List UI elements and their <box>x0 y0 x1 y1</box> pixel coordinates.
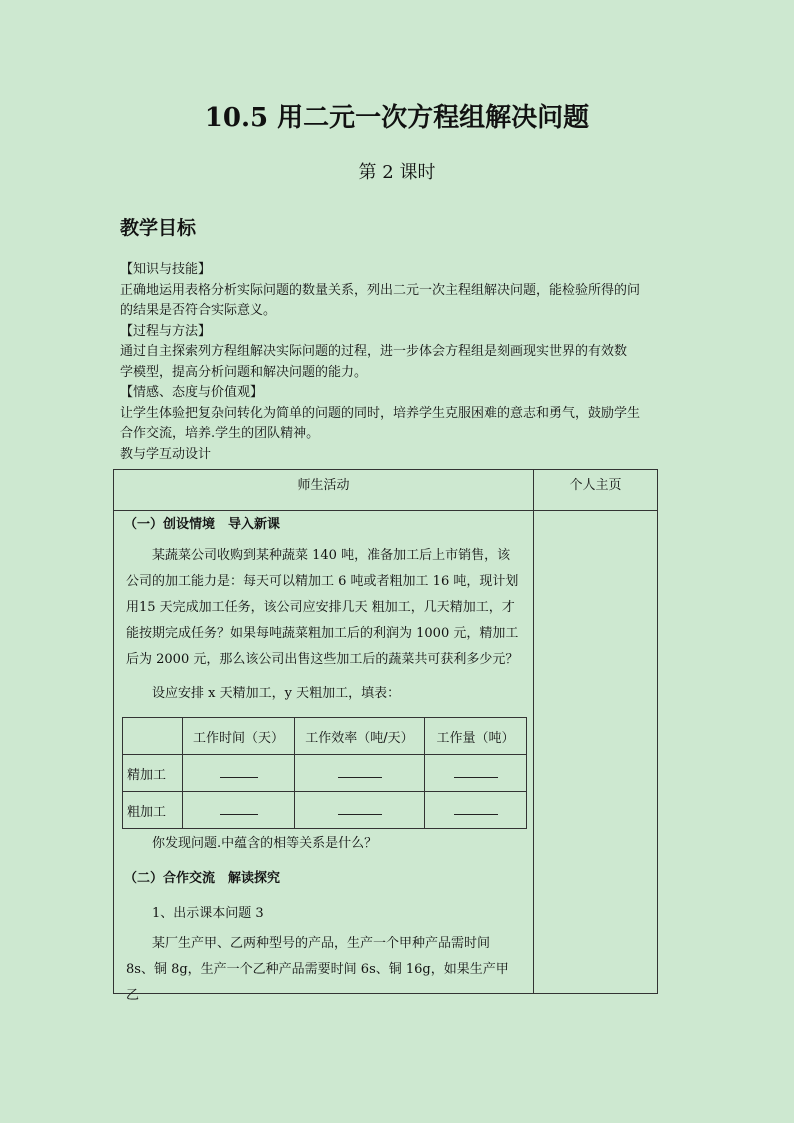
inner-header-cell: 工作时间（天） <box>183 718 295 755</box>
blank-line <box>454 802 498 815</box>
row-label: 粗加工 <box>123 792 183 829</box>
blank-line <box>338 802 382 815</box>
inner-row-fine <box>123 755 527 792</box>
blank-line <box>220 802 258 815</box>
page-title: 10.5 用二元一次方程组解决问题 <box>204 103 590 133</box>
blank-line <box>338 765 382 778</box>
text-line: 的结果是否符合实际意义。 <box>120 303 277 318</box>
text-line: 合作交流，培养.学生的团队精神。 <box>120 426 320 441</box>
problem-line: 能按期完成任务？如果每吨蔬菜粗加工后的利润为 1000 元，精加工 <box>126 626 519 641</box>
setup-text: 设应安排 x 天精加工，y 天粗加工，填表： <box>152 686 401 701</box>
problem-line: 公司的加工能力是：每天可以精加工 6 吨或者粗加工 16 吨，现计划 <box>126 574 519 589</box>
text-line: 正确地运用表格分析实际问题的数量关系，列出二元一次主程组解决问题，能检验所得的问 <box>120 282 641 298</box>
problem-line: 用15 天完成加工任务，该公司应安排几天 粗加工，几天精加工，才 <box>126 600 515 615</box>
text-line: 学模型，提高分析问题和解决问题的能力。 <box>120 364 368 380</box>
question-text: 你发现问题.中蕴含的相等关系是什么？ <box>152 836 378 851</box>
part2-heading: （二）合作交流 解读探究 <box>124 871 281 886</box>
header-personal: 个人主页 <box>534 470 658 511</box>
lesson-table <box>113 469 658 1003</box>
text-line: 通过自主探索列方程组解决实际问题的过程，进一步体会方程组是刻画现实世界的有效数 <box>120 344 628 359</box>
text-line: 教与学互动设计 <box>120 446 212 462</box>
text-line: 【情感、态度与价值观】 <box>120 385 264 400</box>
problem-item: 1、出示课本问题 3 <box>152 906 264 921</box>
activity-cell <box>114 511 534 1003</box>
table-header-row <box>114 470 658 511</box>
inner-header-cell <box>123 718 183 755</box>
problem-line: 某厂生产甲、乙两种型号的产品，生产一个甲种产品需时间 <box>152 936 491 951</box>
lesson-subtitle: 第 2 课时 <box>358 162 436 183</box>
problem-line: 后为 2000 元，那么该公司出售这些加工后的蔬菜共可获利多少元？ <box>126 652 519 667</box>
blank-line <box>220 765 258 778</box>
inner-header-cell: 工作效率（吨/天） <box>295 718 425 755</box>
objectives-text <box>120 260 680 465</box>
blank-line <box>454 765 498 778</box>
section-title: 教学目标 <box>120 217 197 239</box>
problem-line: 某蔬菜公司收购到某种蔬菜 140 吨，准备加工后上市销售，该 <box>152 548 511 563</box>
text-line: 【知识与技能】 <box>120 262 212 277</box>
personal-notes-cell <box>534 511 658 994</box>
header-teacher-student: 师生活动 <box>114 470 534 511</box>
table-content-row <box>114 511 658 994</box>
inner-header-cell: 工作量（吨） <box>425 718 527 755</box>
inner-header-row <box>123 718 527 755</box>
fill-in-table <box>122 717 527 829</box>
inner-row-rough <box>123 792 527 829</box>
part1-heading: （一）创设情境 导入新课 <box>124 517 281 532</box>
text-line: 让学生体验把复杂问转化为简单的问题的同时，培养学生克服困难的意志和勇气，鼓励学生 <box>120 405 641 421</box>
row-label: 精加工 <box>123 755 183 792</box>
text-line: 【过程与方法】 <box>120 323 212 339</box>
problem-line: 8s、铜 8g，生产一个乙种产品需要时间 6s、铜 16g，如果生产甲乙 <box>126 962 509 1003</box>
